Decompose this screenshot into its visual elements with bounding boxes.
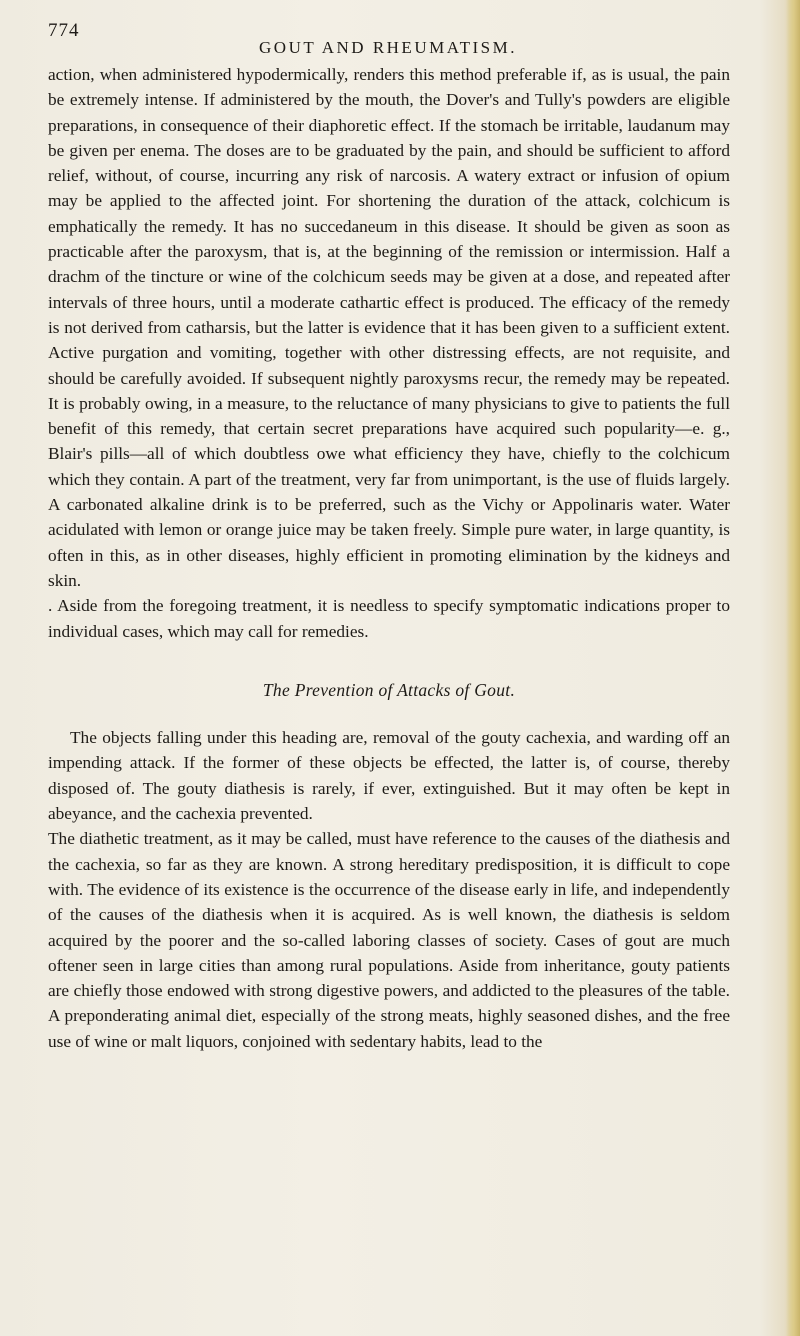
paragraph-symptomatic-indications: . Aside from the foregoing treatment, it is needless to specify symptomatic indications proper to individual cases, which may call for remedies. bbox=[48, 596, 730, 641]
running-head: GOUT AND RHEUMATISM. bbox=[259, 38, 517, 57]
page-header bbox=[48, 20, 728, 60]
paragraph-treatment-continued: action, when administered hypodermically, renders this method preferable if, as is usual, the pain be extremely intense. If administered by the mouth, the Dover's and Tully's powders are eligible preparations, in consequence of their diaphoretic effect. If the stomach be irritable, laudanum may be given per enema. The doses are to be graduated by the pain, and should be sufficient to afford relief, without, of course, incurring any risk of narcosis. A watery extract or infusion of opium may be applied to the affected joint. For shortening the duration of the attack, colchicum is emphatically the remedy. It has no succedaneum in this disease. It should be given as soon as practicable after the paroxysm, that is, at the beginning of the remission or intermission. Half a drachm of the tincture or wine of the colchicum seeds may be given at a dose, and repeated after intervals of three hours, until a moderate cathartic effect is produced. The efficacy of the remedy is not derived from catharsis, but the latter is evidence that it has been given to a sufficient extent. Active purgation and vomiting, together with other distressing effects, are not requisite, and should be carefully avoided. If subsequent nightly paroxysms recur, the remedy may be repeated. It is probably owing, in a measure, to the reluctance of many physicians to give to patients the full benefit of this remedy, that certain secret preparations have acquired such popularity—e. g., Blair's pills—all of which doubtless owe what efficiency they have, chiefly to the colchicum which they contain. A part of the treatment, very far from unimportant, is the use of fluids largely. A carbonated alkaline drink is to be preferred, such as the Vichy or Appolinaris water. Water acidulated with lemon or orange juice may be taken freely. Simple pure water, in large quantity, is often in this, as in other diseases, highly efficient in promoting elimination by the kidneys and skin. bbox=[48, 65, 730, 590]
paragraph-objects: The objects falling under this heading are, removal of the gouty cachexia, and warding off an impending attack. If the former of these objects be effected, the latter is, of course, thereby disposed of. The gouty diathesis is rarely, if ever, extinguished. But it may often be kept in abeyance, and the cachexia prevented. bbox=[48, 728, 730, 824]
page-edge-shadow bbox=[786, 0, 800, 1336]
section-heading: The Prevention of Attacks of Gout. bbox=[262, 679, 516, 700]
body-text bbox=[48, 62, 730, 1054]
page-number: 774 bbox=[48, 20, 80, 41]
paragraph-diathetic-treatment: The diathetic treatment, as it may be called, must have reference to the causes of the diathesis and the cachexia, so far as they are known. A strong hereditary predisposition, it is difficult to cope with. The evidence of its existence is the occurrence of the disease early in life, and independently of the causes of the diathesis when it is acquired. As is well known, the diathesis is seldom acquired by the poorer and the so-called laboring classes of society. Cases of gout are much oftener seen in large cities than among rural populations. Aside from inheritance, gouty patients are chiefly those endowed with strong digestive powers, and addicted to the pleasures of the table. A preponderating animal diet, especially of the strong meats, highly seasoned dishes, and the free use of wine or malt liquors, conjoined with sedentary habits, lead to the bbox=[48, 829, 730, 1051]
